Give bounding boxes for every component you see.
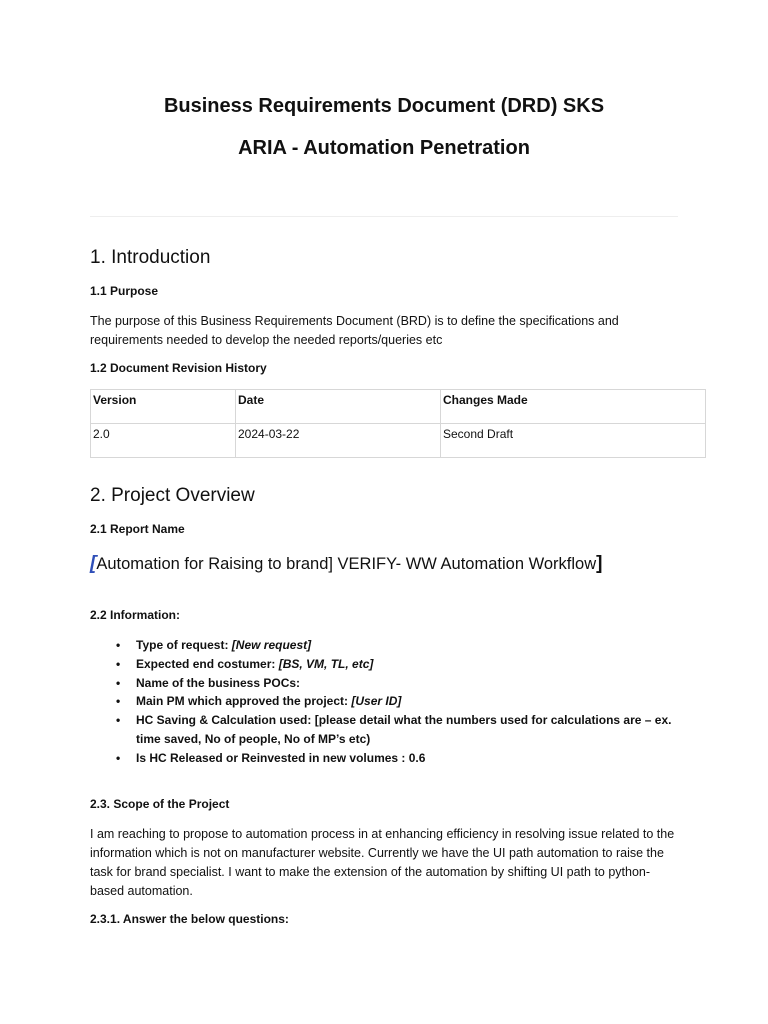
cell-changes: Second Draft [441,424,706,458]
column-header-changes: Changes Made [441,390,706,424]
report-name-open-bracket: [ [90,553,97,574]
subsection-heading-scope: 2.3. Scope of the Project [90,797,230,811]
report-name [90,553,602,575]
cell-version: 2.0 [91,424,236,458]
bullet-icon: • [116,656,121,671]
list-item: • Name of the business POCs: [136,674,696,693]
list-item: • Main PM which approved the project: [User ID] [136,692,696,711]
bullet-icon: • [116,638,121,652]
information-list [116,636,696,768]
column-header-version: Version [91,390,236,424]
subsection-heading-report-name: 2.1 Report Name [90,522,185,536]
bullet-icon: • [116,675,121,690]
document-title: Business Requirements Document (DRD) SKS [163,95,605,117]
subsection-heading-questions: 2.3.1. Answer the below questions: [90,912,289,926]
table-row [91,424,706,458]
section-heading-project-overview: 2. Project Overview [90,485,255,506]
revision-history-table [90,389,706,458]
list-item: • Expected end costumer: [BS, VM, TL, etc] [136,655,696,674]
report-name-text: Automation for Raising to brand] VERIFY- WW Automation Workflow [96,555,597,573]
bullet-icon: • [116,750,121,765]
divider [90,216,678,217]
table-header-row [91,390,706,424]
list-item: • Type of request: [New request] [136,636,696,655]
subsection-heading-revision-history: 1.2 Document Revision History [90,361,267,375]
list-item: • HC Saving & Calculation used: [please detail what the numbers used for calculations are – ex. time saved, No of people, No of MP’s etc) [116,713,672,746]
bullet-icon: • [116,694,121,709]
document-subtitle: ARIA - Automation Penetration [238,137,530,159]
subsection-heading-purpose: 1.1 Purpose [90,284,159,298]
subsection-heading-information: 2.2 Information: [90,608,181,622]
cell-date: 2024-03-22 [236,424,441,458]
list-item: • Is HC Released or Reinvested in new volumes : 0.6 [136,749,696,768]
report-name-close-bracket: ] [596,553,603,574]
column-header-date: Date [236,390,441,424]
section-heading-introduction: 1. Introduction [90,247,211,268]
scope-paragraph: I am reaching to propose to automation process in at enhancing efficiency in resolving issue related to the information which is not on manufacturer website. Currently we have the UI path automation to raise the task for brand specialist. I want to make the extension of the automation by shifting UI path to python-based automation. [90,827,675,898]
purpose-paragraph: The purpose of this Business Requirements Document (BRD) is to define the specifications and requirements needed to develop the needed reports/queries etc [90,314,619,347]
bullet-icon: • [116,713,121,728]
